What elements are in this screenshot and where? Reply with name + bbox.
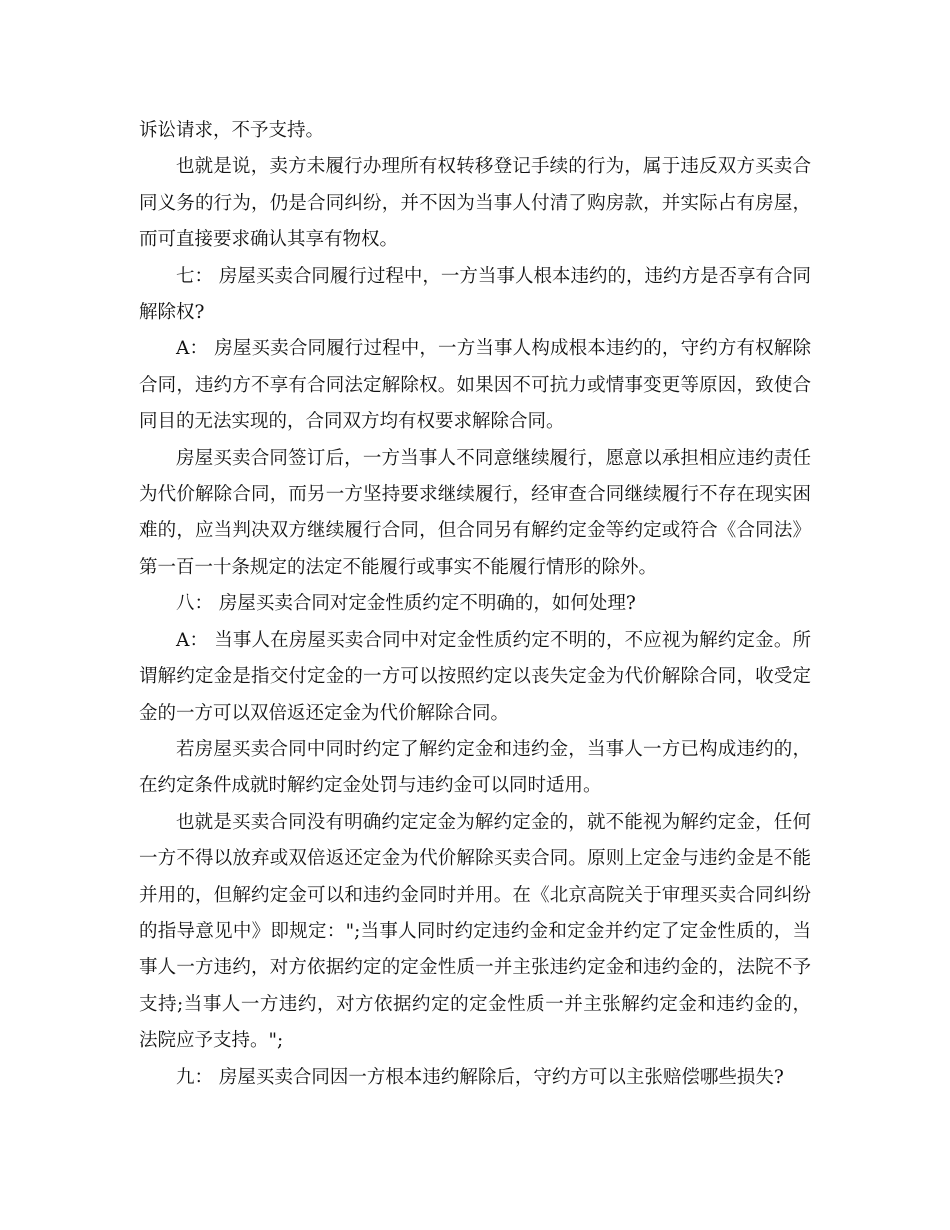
document-body: [139, 113, 811, 1096]
paragraph: 也就是买卖合同没有明确约定定金为解约定金的，就不能视为解约定金，任何一方不得以放弃或双倍返还定金为代价解除买卖合同。原则上定金与违约金是不能并用的，但解约定金可以和违约金同时并用。在《北京高院关于审理买卖合同纠纷的指导意见中》即规定：";当事人同时约定违约金和定金并约定了定金性质的，当事人一方违约，对方依据约定的定金性质一并主张违约定金和违约金的，法院不予支持;当事人一方违约，对方依据约定的定金性质一并主张解约定金和违约金的，法院应予支持。";: [139, 811, 811, 1052]
answer-paragraph: A： 当事人在房屋买卖合同中对定金性质约定不明的，不应视为解约定金。所谓解约定金是指交付定金的一方可以按照约定以丧失定金为代价解除合同，收受定金的一方可以双倍返还定金为代价解除合同。: [139, 629, 811, 724]
question-heading-8: 八： 房屋买卖合同对定金性质约定不明确的，如何处理?: [176, 593, 636, 615]
paragraph: 也就是说，卖方未履行办理所有权转移登记手续的行为，属于违反双方买卖合同义务的行为，仍是合同纠纷，并不因为当事人付清了购房款，并实际占有房屋，而可直接要求确认其享有物权。: [139, 156, 811, 251]
question-heading-9: 九： 房屋买卖合同因一方根本违约解除后，守约方可以主张赔偿哪些损失?: [176, 1066, 784, 1088]
paragraph-continuation: 诉讼请求，不予支持。: [139, 120, 325, 141]
paragraph: 房屋买卖合同签订后，一方当事人不同意继续履行，愿意以承担相应违约责任为代价解除合同，而另一方坚持要求继续履行，经审查合同继续履行不存在现实困难的，应当判决双方继续履行合同，但合同另有解约定金等约定或符合《合同法》第一百一十条规定的法定不能履行或事实不能履行情形的除外。: [139, 447, 811, 578]
paragraph: 若房屋买卖合同中同时约定了解约定金和违约金，当事人一方已构成违约的，在约定条件成就时解约定金处罚与违约金可以同时适用。: [139, 738, 811, 797]
answer-paragraph: A： 房屋买卖合同履行过程中，一方当事人构成根本违约的，守约方有权解除合同，违约方不享有合同法定解除权。如果因不可抗力或情事变更等原因，致使合同目的无法实现的，合同双方均有权要求解除合同。: [139, 338, 811, 433]
question-heading-7: 七： 房屋买卖合同履行过程中，一方当事人根本违约的，违约方是否享有合同解除权?: [139, 265, 811, 324]
